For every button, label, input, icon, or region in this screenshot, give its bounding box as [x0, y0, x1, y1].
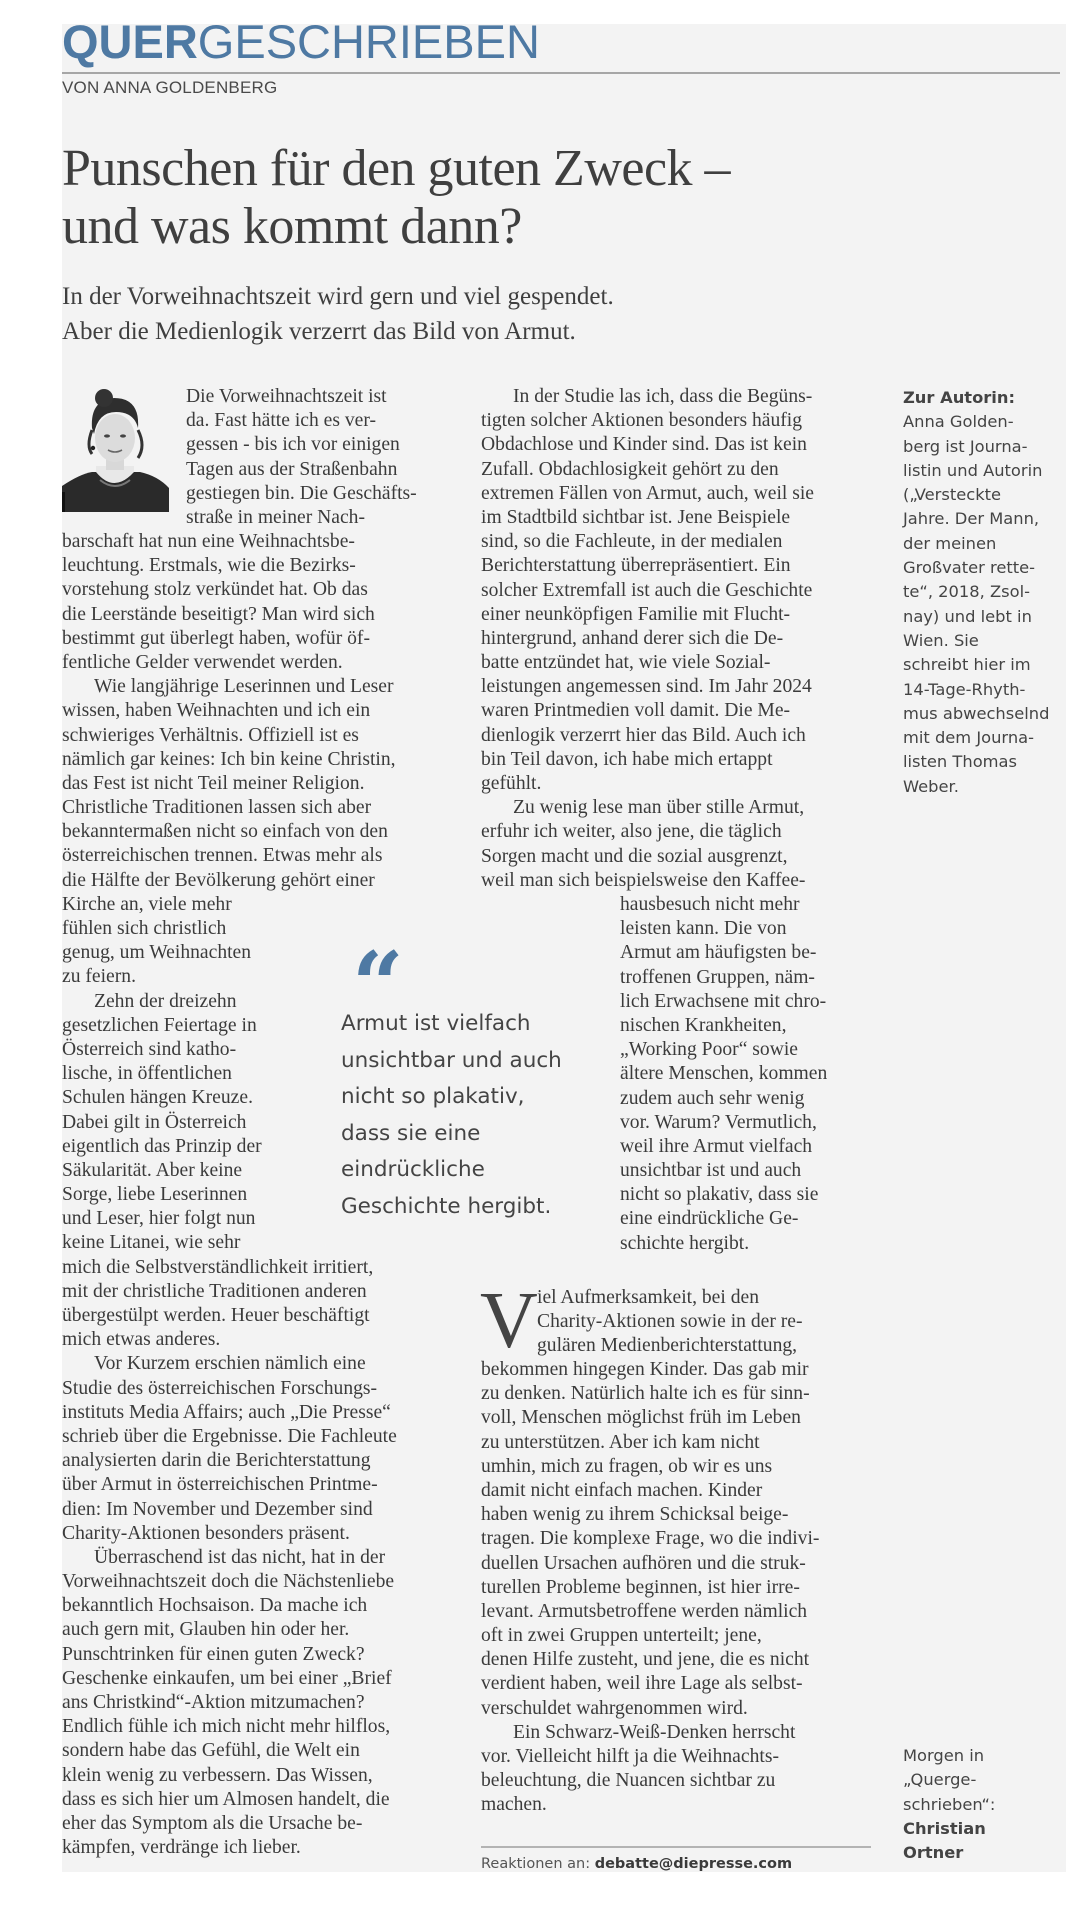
- text-line: vor. Warum? Vermutlich,: [620, 1111, 817, 1133]
- text-line: kämpfen, verdränge ich lieber.: [62, 1837, 301, 1859]
- text-line: straße in meiner Nach-: [186, 506, 365, 528]
- text-line: nicht so plakativ,: [341, 1084, 525, 1109]
- text-line: Christliche Traditionen lassen sich aber: [62, 797, 372, 819]
- next-column-box: [903, 1744, 995, 1865]
- text-line: übergestülpt werden. Heuer beschäftigt: [62, 1305, 370, 1326]
- text-line: zu denken. Natürlich halte ich es für sinn-: [481, 1383, 810, 1405]
- text-line: klein wenig zu verbessern. Das Wissen,: [62, 1764, 373, 1786]
- text-line: duellen Ursachen aufhören und die struk-: [481, 1552, 806, 1574]
- headline-line: Punschen für den guten Zweck –: [62, 140, 731, 197]
- text-line: eher das Symptom als die Ursache be-: [62, 1812, 363, 1834]
- text-line: Obdachlose und Kinder sind. Das ist kein: [481, 434, 807, 456]
- column2-body-bottom: [481, 1358, 819, 1818]
- text-line: batte entzündet hat, wie viele Sozial-: [481, 652, 771, 674]
- author-portrait-icon: [62, 388, 169, 512]
- text-line: nay) und lebt in: [903, 606, 1032, 626]
- text-line: schichte hergibt.: [620, 1232, 750, 1254]
- text-line: levant. Armutsbetroffene werden nämlich: [481, 1600, 808, 1622]
- text-line: gesetzlichen Feiertage in: [62, 1014, 257, 1036]
- text-line: vor. Vielleicht hilft ja die Weihnachts-: [481, 1746, 779, 1767]
- next-author-name: Ortner: [903, 1843, 964, 1863]
- text-line: lische, in öffentlichen: [62, 1063, 232, 1085]
- text-line: da. Fast hätte ich es ver-: [186, 410, 377, 432]
- text-line: „Working Poor“ sowie: [620, 1039, 798, 1061]
- text-line: Weber.: [903, 776, 959, 796]
- text-line: lich Erwachsene mit chro-: [620, 990, 827, 1012]
- text-line: denen Hilfe zusteht, und jene, die es nicht: [481, 1649, 810, 1671]
- text-line: dien: Im November und Dezember sind: [62, 1498, 373, 1520]
- text-line: Sorgen macht und die sozial ausgrenzt,: [481, 845, 788, 867]
- headline-line: und was kommt dann?: [62, 198, 522, 255]
- kicker-bold: QUER: [62, 15, 198, 68]
- text-line: eindrückliche: [341, 1157, 485, 1182]
- text-line: Dabei gilt in Österreich: [62, 1111, 247, 1133]
- text-line: unsichtbar ist und auch: [620, 1160, 802, 1182]
- text-line: instituts Media Affairs; auch „Die Presse“: [62, 1401, 391, 1423]
- text-line: Charity-Aktionen sowie in der re-: [537, 1311, 803, 1333]
- dek-line: Aber die Medienlogik verzerrt das Bild von Armut.: [62, 318, 576, 345]
- text-line: Anna Golden-: [903, 412, 1014, 432]
- text-line: leuchtung. Erstmals, wie die Bezirks-: [62, 555, 356, 577]
- text-line: zu feiern.: [62, 966, 136, 988]
- text-line: der meinen: [903, 533, 997, 553]
- text-line: erfuhr ich weiter, also jene, die täglich: [481, 821, 782, 843]
- text-line: Morgen in: [903, 1746, 985, 1765]
- column2-dropcap-lines: [537, 1286, 803, 1359]
- text-line: zu unterstützen. Aber ich kam nicht: [481, 1431, 760, 1453]
- text-line: In der Studie las ich, dass die Begüns-: [513, 386, 813, 407]
- text-line: ältere Menschen, kommen: [620, 1063, 828, 1085]
- text-line: Zufall. Obdachlosigkeit gehört zu den: [481, 458, 779, 480]
- text-line: fentliche Gelder verwendet werden.: [62, 651, 343, 673]
- text-line: über Armut in österreichischen Printme-: [62, 1474, 378, 1496]
- text-line: einer neunköpfigen Familie mit Flucht-: [481, 603, 791, 625]
- text-line: dass es sich hier um Almosen handelt, die: [62, 1788, 390, 1810]
- text-line: Die Vorweihnachtszeit ist: [186, 386, 387, 407]
- text-line: ans Christkind“-Aktion mitzumachen?: [62, 1692, 365, 1713]
- text-line: gefühlt.: [481, 773, 542, 794]
- text-line: Österreich sind katho-: [62, 1038, 237, 1060]
- text-line: hausbesuch nicht mehr: [620, 894, 800, 915]
- text-line: listen Thomas: [903, 752, 1017, 772]
- text-line: Geschenke einkaufen, um bei einer „Brief: [62, 1667, 392, 1689]
- text-line: schrieb über die Ergebnisse. Die Fachleute: [62, 1425, 397, 1447]
- column1-intro: [186, 385, 417, 530]
- column2-body-narrow: [620, 893, 827, 1256]
- text-line: unsichtbar und auch: [341, 1047, 562, 1073]
- footer-rule: [481, 1846, 871, 1848]
- text-line: listin und Autorin: [903, 460, 1043, 480]
- quote-mark-icon: “: [352, 932, 404, 1038]
- text-line: zudem auch sehr wenig: [620, 1087, 805, 1109]
- text-line: Kirche an, viele mehr: [62, 893, 232, 915]
- kicker-light: GESCHRIEBEN: [197, 15, 540, 68]
- text-line: waren Printmedien voll damit. Die Me-: [481, 700, 791, 722]
- text-line: bekanntermaßen nicht so einfach von den: [62, 821, 388, 843]
- dropcap: V: [480, 1277, 538, 1365]
- header-rule: [62, 72, 1060, 74]
- text-line: bekommen hingegen Kinder. Das gab mir: [481, 1359, 809, 1380]
- text-line: Armut am häufigsten be-: [620, 942, 817, 964]
- text-line: Ein Schwarz-Weiß-Denken herrscht: [513, 1721, 796, 1743]
- text-line: Vorweihnachtszeit doch die Nächstenliebe: [62, 1571, 395, 1593]
- text-line: gestiegen bin. Die Geschäfts-: [186, 482, 417, 504]
- text-line: Berichterstattung überrepräsentiert. Ein: [481, 555, 791, 577]
- text-line: nämlich gar keines: Ich bin keine Christin,: [62, 748, 396, 770]
- text-line: dass sie eine: [341, 1120, 481, 1146]
- text-line: fühlen sich christlich: [62, 918, 227, 939]
- text-line: turellen Probleme beginnen, ist hier irre-: [481, 1576, 800, 1598]
- text-line: österreichischen trennen. Etwas mehr als: [62, 845, 383, 867]
- author-info-heading: Zur Autorin:: [903, 388, 1015, 407]
- text-line: wissen, haben Weihnachten und ich ein: [62, 700, 371, 722]
- text-line: „Querge-: [903, 1770, 977, 1790]
- text-line: mit dem Journa-: [903, 728, 1034, 748]
- headline: [62, 140, 822, 256]
- column-kicker: [62, 14, 540, 70]
- text-line: verdient haben, weil ihre Lage als selbst-: [481, 1673, 803, 1695]
- text-line: hintergrund, anhand derer sich die De-: [481, 627, 784, 649]
- text-line: im Stadtbild sichtbar ist. Jene Beispiele: [481, 506, 791, 528]
- text-line: Tagen aus der Straßenbahn: [186, 458, 398, 480]
- pull-quote: [341, 1006, 562, 1225]
- text-line: umhin, mich zu fragen, ob wir es uns: [481, 1455, 773, 1477]
- text-line: Studie des österreichischen Forschungs-: [62, 1377, 378, 1399]
- text-line: beleuchtung, die Nuancen sichtbar zu: [481, 1770, 776, 1792]
- text-line: mit der christliche Traditionen anderen: [62, 1280, 367, 1302]
- text-line: schrieben“:: [903, 1794, 996, 1814]
- text-line: Schulen hängen Kreuze.: [62, 1087, 253, 1109]
- byline: VON ANNA GOLDENBERG: [62, 78, 278, 97]
- text-line: eine eindrückliche Ge-: [620, 1208, 799, 1230]
- text-line: Jahre. Der Mann,: [903, 509, 1040, 529]
- text-line: Wien. Sie: [903, 630, 979, 650]
- text-line: machen.: [481, 1794, 547, 1816]
- text-line: extremen Fällen von Armut, auch, weil sie: [481, 482, 815, 504]
- author-info-box: [903, 386, 1049, 799]
- text-line: das Fest ist nicht Teil meiner Religion.: [62, 772, 365, 794]
- text-line: oft in zwei Gruppen unterteilt; jene,: [481, 1625, 762, 1647]
- text-line: sind, so die Fachleute, in der medialen: [481, 531, 783, 553]
- text-line: Überraschend ist das nicht, hat in der: [94, 1546, 386, 1568]
- text-line: genug, um Weihnachten: [62, 942, 252, 964]
- text-line: analysierten darin die Berichterstattung: [62, 1450, 371, 1472]
- dek: [62, 279, 614, 349]
- text-line: eigentlich das Prinzip der: [62, 1135, 262, 1157]
- text-line: Armut ist vielfach: [341, 1011, 531, 1036]
- text-line: leisten kann. Die von: [620, 918, 787, 940]
- text-line: berg ist Journa-: [903, 436, 1028, 456]
- text-line: nicht so plakativ, dass sie: [620, 1184, 819, 1206]
- text-line: iel Aufmerksamkeit, bei den: [537, 1287, 759, 1308]
- text-line: Wie langjährige Leserinnen und Leser: [94, 676, 394, 698]
- text-line: bestimmt gut überlegt haben, wofür öf-: [62, 627, 370, 649]
- text-line: Endlich fühle ich mich nicht mehr hilflos,: [62, 1716, 391, 1738]
- column2-body-top: [481, 385, 814, 893]
- reactions-email-link[interactable]: debatte@diepresse.com: [594, 1856, 793, 1872]
- text-line: Geschichte hergibt.: [341, 1193, 552, 1219]
- reactions-label: Reaktionen an:: [481, 1856, 595, 1872]
- text-line: Zu wenig lese man über stille Armut,: [513, 797, 805, 819]
- text-line: bekanntlich Hochsaison. Da mache ich: [62, 1595, 368, 1617]
- text-line: mich die Selbstverständlichkeit irritiert,: [62, 1256, 374, 1278]
- text-line: solcher Extremfall ist auch die Geschichte: [481, 579, 813, 601]
- text-line: weil man sich beispielsweise den Kaffee-: [481, 869, 806, 891]
- text-line: keine Litanei, wie sehr: [62, 1232, 241, 1254]
- text-line: leistungen angemessen sind. Im Jahr 2024: [481, 676, 812, 698]
- text-line: Punschtrinken für einen guten Zweck?: [62, 1643, 365, 1665]
- text-line: Sorge, liebe Leserinnen: [62, 1184, 248, 1206]
- reactions-line: [481, 1856, 792, 1872]
- text-line: schwieriges Verhältnis. Offiziell ist es: [62, 724, 359, 746]
- text-line: troffenen Gruppen, näm-: [620, 966, 815, 988]
- text-line: Großvater rette-: [903, 558, 1036, 578]
- text-line: Säkularität. Aber keine: [62, 1159, 243, 1181]
- text-line: Zehn der dreizehn: [94, 990, 237, 1012]
- text-line: vorstehung stolz verkündet hat. Ob das: [62, 579, 368, 601]
- text-line: dienlogik verzerrt hier das Bild. Auch ich: [481, 724, 806, 746]
- text-line: die Hälfte der Bevölkerung gehört einer: [62, 869, 375, 891]
- text-line: tigten solcher Aktionen besonders häufig: [481, 410, 803, 432]
- text-line: Charity-Aktionen besonders präsent.: [62, 1522, 350, 1544]
- text-line: mus abwechselnd: [903, 703, 1050, 723]
- text-line: gessen - bis ich vor einigen: [186, 434, 400, 456]
- text-line: damit nicht einfach machen. Kinder: [481, 1479, 763, 1501]
- next-author-name: Christian: [903, 1818, 986, 1838]
- text-line: tragen. Die komplexe Frage, wo die indivi-: [481, 1528, 820, 1550]
- text-line: mich etwas anderes.: [62, 1329, 221, 1351]
- text-line: barschaft hat nun eine Weihnachtsbe-: [62, 531, 355, 552]
- text-line: te“, 2018, Zsol-: [903, 582, 1030, 602]
- dek-line: In der Vorweihnachtszeit wird gern und viel gespendet.: [62, 283, 614, 310]
- text-line: und Leser, hier folgt nun: [62, 1208, 256, 1230]
- text-line: schreibt hier im: [903, 655, 1031, 675]
- text-line: bin Teil davon, ich habe mich ertappt: [481, 748, 773, 770]
- text-line: („Versteckte: [903, 485, 1002, 505]
- text-line: sondern habe das Gefühl, die Welt ein: [62, 1740, 360, 1762]
- text-line: 14-Tage-Rhyth-: [903, 679, 1026, 699]
- text-line: weil ihre Armut vielfach: [620, 1135, 813, 1157]
- text-line: voll, Menschen möglichst früh im Leben: [481, 1407, 801, 1429]
- text-line: Vor Kurzem erschien nämlich eine: [94, 1353, 366, 1375]
- text-line: gulären Medienberichterstattung,: [537, 1335, 798, 1357]
- text-line: die Leerstände beseitigt? Man wird sich: [62, 603, 375, 625]
- text-line: verschuldet wahrgenommen wird.: [481, 1697, 748, 1719]
- text-line: haben wenig zu ihrem Schicksal beige-: [481, 1504, 789, 1526]
- text-line: auch gern mit, Glauben hin oder her.: [62, 1619, 350, 1641]
- text-line: nischen Krankheiten,: [620, 1014, 787, 1036]
